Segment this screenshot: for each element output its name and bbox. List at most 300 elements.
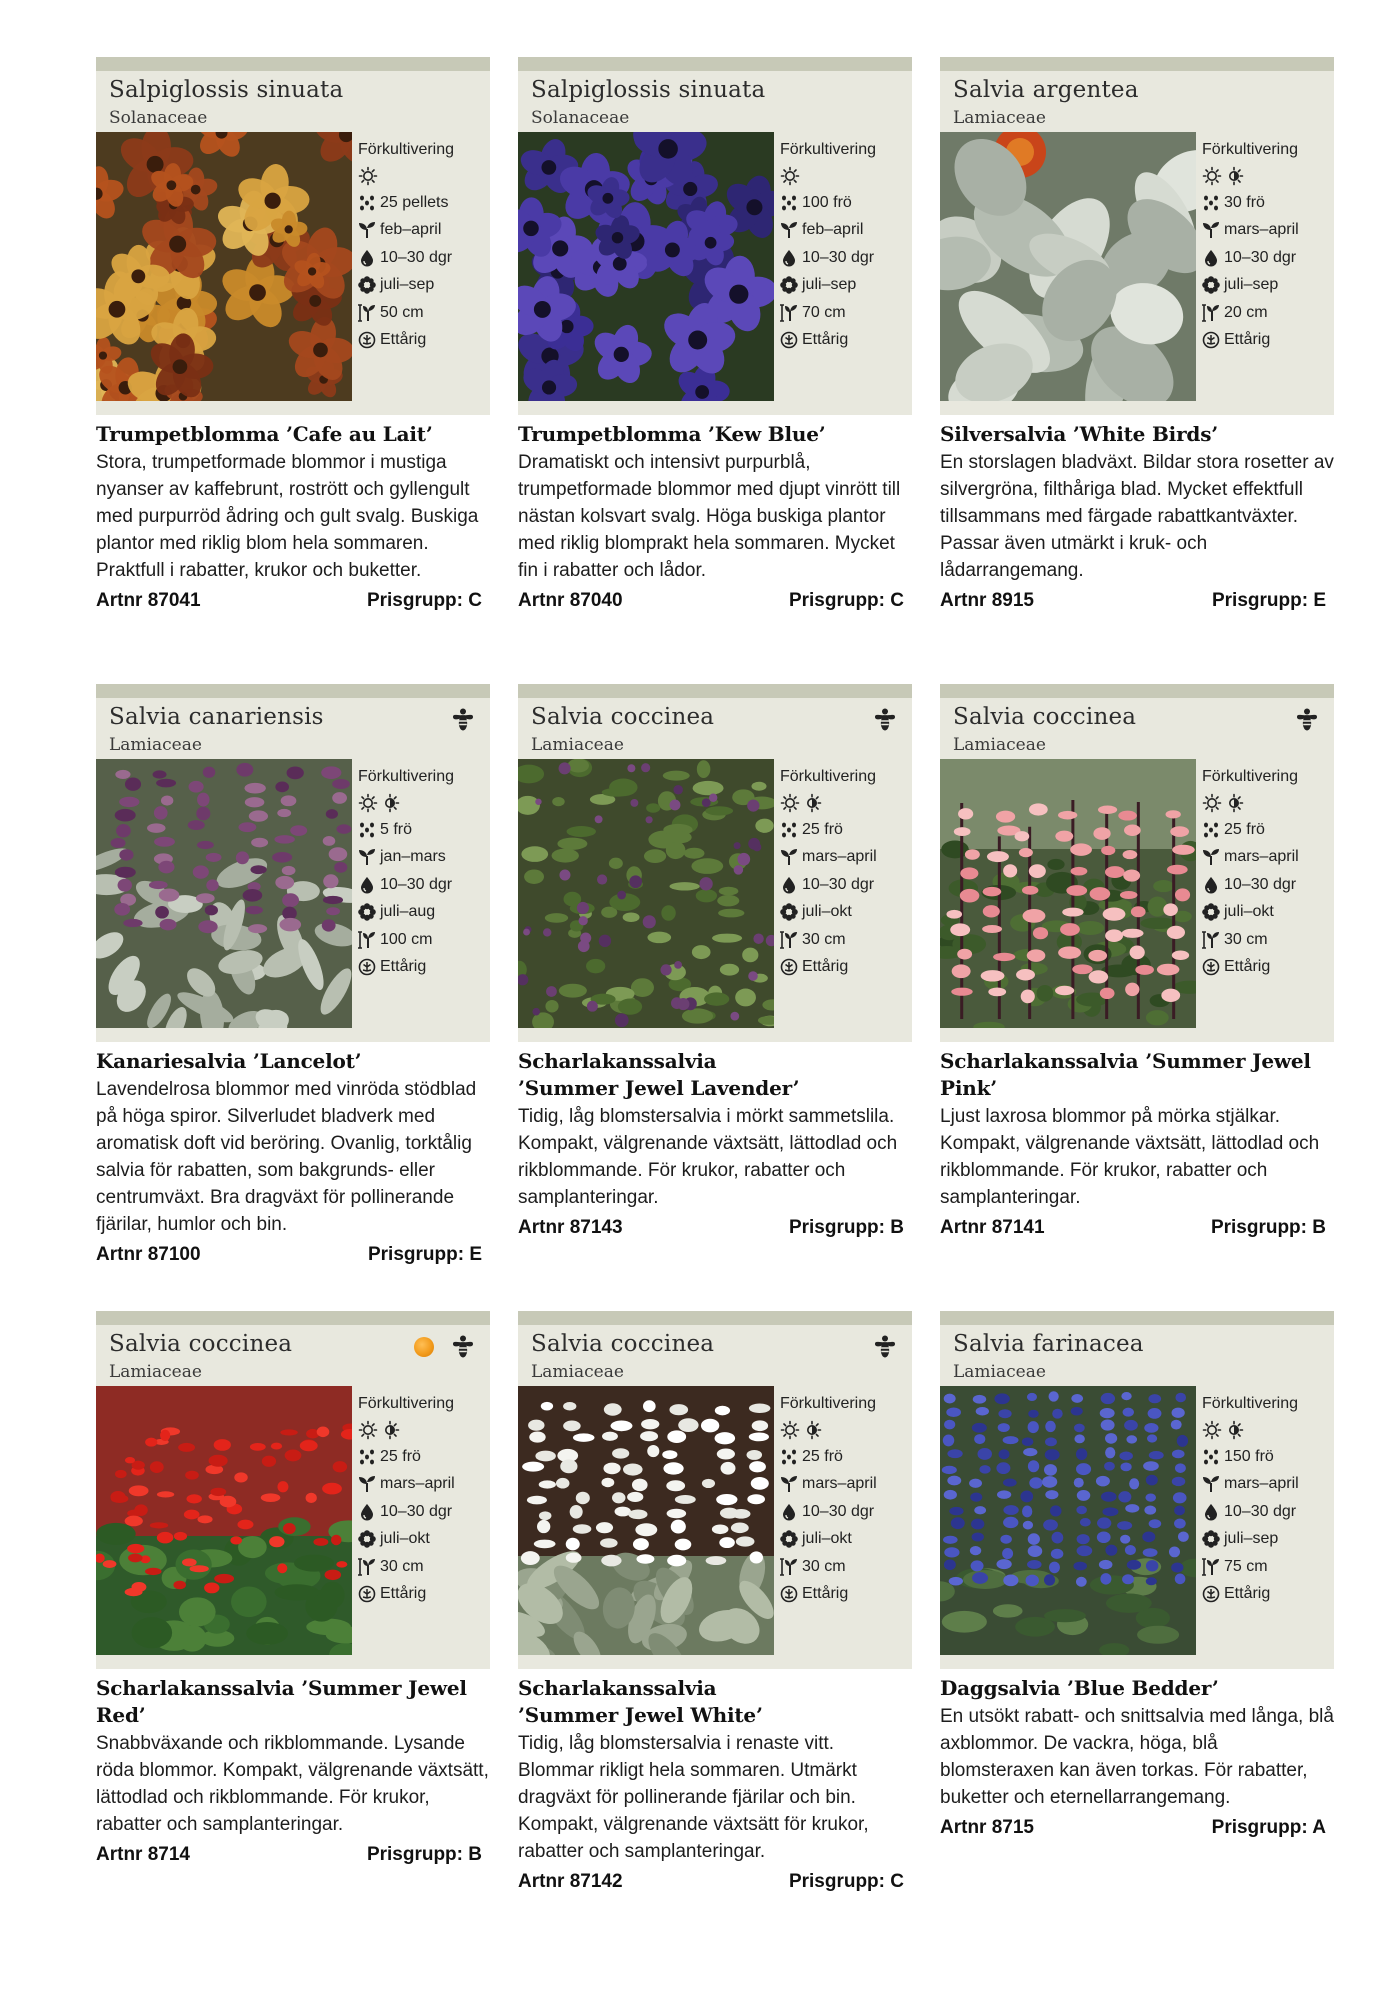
seed-count	[780, 189, 908, 217]
full-sun-icon	[1202, 166, 1222, 186]
flower-icon	[358, 902, 380, 922]
height-icon	[780, 930, 802, 950]
product-description: Stora, trumpetformade blommor i mustiga nyanser av kaffebrunt, rostrött och gyllengult med purpurröd ådring och gult svalg. Buskiga plantor med riklig blom hela sommaren. Praktfull i rabatter, krukor och buketter.	[96, 452, 479, 581]
sprout-icon	[780, 1474, 802, 1494]
product-meta	[96, 1844, 490, 1866]
price-group: Prisgrupp: E	[1211, 590, 1326, 611]
product-description: En storslagen bladväxt. Bildar stora rosetter av silvergröna, filthåriga blad. Mycket effektfull tillsammans med färgade rabattkantväxter. Passar även utmärkt i kruk- och lådarrangemang.	[940, 452, 1334, 581]
product-name	[940, 421, 1334, 448]
badge-group	[874, 708, 896, 732]
product-name	[96, 1048, 490, 1075]
life-cycle	[780, 1581, 908, 1609]
product-description: Ljust laxrosa blommor på mörka stjälkar. Kompakt, välgrenande växtsätt, lättodlad och rikblommande. För krukor, rabatter och samplanteringar.	[940, 1106, 1320, 1208]
seeds-icon	[1202, 1447, 1224, 1467]
price-group: Prisgrupp: C	[366, 590, 482, 611]
plant-family: Lamiaceae	[953, 108, 1046, 128]
product-name-line: Trumpetblomma ’Cafe au Lait’	[96, 422, 433, 446]
life-cycle-value: Ettårig	[380, 331, 427, 349]
latin-name: Salpiglossis sinuata	[531, 77, 766, 103]
price-group: Prisgrupp: C	[788, 590, 904, 611]
product-meta	[940, 1217, 1334, 1239]
germination-value: 10–30 dgr	[1224, 1502, 1297, 1520]
price-group: Prisgrupp: B	[788, 1217, 904, 1238]
seed-count-value: 100 frö	[802, 193, 852, 211]
bloom-time-value: juli–okt	[1224, 903, 1274, 921]
product-description: En utsökt rabatt- och snittsalvia med långa, blå axblommor. De vackra, höga, blå blomsteraxen kan även torkas. För rabatter, buketter och eternellarrangemang.	[940, 1706, 1334, 1808]
product-meta	[518, 1871, 912, 1893]
lifecycle-icon	[358, 1584, 380, 1604]
growing-facts	[1202, 1391, 1330, 1608]
article-number: Artnr 8714	[96, 1844, 190, 1865]
latin-name: Salvia coccinea	[531, 1331, 715, 1357]
latin-name: Salvia farinacea	[953, 1331, 1144, 1357]
product-card	[518, 1311, 912, 1893]
bloom-time-value: juli–sep	[802, 276, 857, 294]
water-drop-icon	[358, 1502, 380, 1522]
price-group: Prisgrupp: E	[367, 1244, 482, 1265]
light-requirement	[358, 790, 486, 816]
preculture-label: Förkultivering	[780, 141, 877, 158]
bloom-time	[780, 899, 908, 927]
sprout-icon	[780, 847, 802, 867]
height-icon	[358, 303, 380, 323]
product-meta	[518, 1217, 912, 1239]
bloom-time-value: juli–okt	[802, 903, 852, 921]
lifecycle-icon	[358, 957, 380, 977]
price-group: Prisgrupp: B	[1210, 1217, 1326, 1238]
life-cycle	[358, 954, 486, 982]
height-icon	[1202, 1557, 1224, 1577]
product-description: Tidig, låg blomstersalvia i renaste vitt. Blommar rikligt hela sommaren. Utmärkt dragväxt för pollinerande fjärilar och bin. Kompakt, välgrenande växtsätt för krukor, rabatter och samplanteringar.	[518, 1733, 869, 1862]
plant-photo	[518, 1386, 774, 1655]
sowing-time	[780, 844, 908, 872]
bee-pollinator-icon	[452, 1335, 474, 1359]
bloom-time	[358, 899, 486, 927]
water-drop-icon	[358, 248, 380, 268]
life-cycle	[1202, 327, 1330, 355]
seed-count	[1202, 189, 1330, 217]
seed-count	[358, 816, 486, 844]
seed-count-value: 25 frö	[802, 1447, 843, 1465]
card-header-panel	[96, 57, 490, 415]
product-meta	[518, 590, 912, 612]
card-header-panel	[940, 1311, 1334, 1669]
germination-value: 10–30 dgr	[380, 248, 453, 266]
life-cycle	[358, 1581, 486, 1609]
growing-facts	[1202, 137, 1330, 354]
badge-group	[452, 708, 474, 732]
product-name-line: Daggsalvia ’Blue Bedder’	[940, 1676, 1219, 1700]
water-drop-icon	[780, 248, 802, 268]
card-header-panel	[96, 1311, 490, 1669]
germination-time	[1202, 1498, 1330, 1526]
light-requirement	[1202, 163, 1330, 189]
preculture-label: Förkultivering	[358, 768, 455, 785]
bloom-time	[1202, 272, 1330, 300]
product-name	[96, 1675, 490, 1729]
height-icon	[358, 1557, 380, 1577]
seed-count	[1202, 816, 1330, 844]
germination-time	[1202, 871, 1330, 899]
bee-pollinator-icon	[452, 708, 474, 732]
latin-name: Salvia canariensis	[109, 704, 324, 730]
light-requirement	[780, 790, 908, 816]
sprout-icon	[1202, 847, 1224, 867]
product-card	[96, 684, 490, 1266]
card-header-panel	[940, 57, 1334, 415]
lifecycle-icon	[358, 330, 380, 350]
height-icon	[1202, 930, 1224, 950]
bloom-time-value: juli–sep	[1224, 1530, 1279, 1548]
article-number: Artnr 87100	[96, 1244, 201, 1265]
life-cycle-value: Ettårig	[802, 1585, 849, 1603]
germination-value: 10–30 dgr	[802, 875, 875, 893]
sowing-time	[780, 217, 908, 245]
seeds-icon	[780, 1447, 802, 1467]
plant-family: Solanaceae	[109, 108, 208, 128]
height-icon	[780, 303, 802, 323]
water-drop-icon	[780, 1502, 802, 1522]
height-value: 75 cm	[1224, 1557, 1268, 1575]
bloom-time-value: juli–sep	[1224, 276, 1279, 294]
product-name	[518, 1675, 912, 1729]
card-header-panel	[518, 57, 912, 415]
plant-height	[780, 1553, 908, 1581]
preculture-label: Förkultivering	[1202, 768, 1299, 785]
product-name	[940, 1048, 1334, 1102]
water-drop-icon	[1202, 875, 1224, 895]
article-number: Artnr 87141	[940, 1217, 1045, 1238]
seed-count-value: 25 frö	[1224, 820, 1265, 838]
article-number: Artnr 87143	[518, 1217, 623, 1238]
sprout-icon	[1202, 1474, 1224, 1494]
height-icon	[1202, 303, 1224, 323]
germination-value: 10–30 dgr	[1224, 875, 1297, 893]
seeds-icon	[1202, 820, 1224, 840]
life-cycle-value: Ettårig	[380, 1585, 427, 1603]
preculture-label: Förkultivering	[358, 1395, 455, 1412]
bloom-time-value: juli–okt	[802, 1530, 852, 1548]
plant-photo	[940, 132, 1196, 401]
product-meta	[940, 1817, 1334, 1839]
half-shade-icon	[1224, 166, 1244, 186]
product-card	[518, 684, 912, 1239]
plant-photo	[940, 759, 1196, 1028]
half-shade-icon	[1224, 1420, 1244, 1440]
lifecycle-icon	[780, 330, 802, 350]
seed-count	[780, 816, 908, 844]
germination-value: 10–30 dgr	[380, 875, 453, 893]
product-description: Snabbväxande och rikblommande. Lysande röda blommor. Kompakt, välgrenande växtsätt, lättodlad och rikblommande. För krukor, rabatter och samplanteringar.	[96, 1733, 489, 1835]
full-sun-icon	[780, 1420, 800, 1440]
bee-pollinator-icon	[874, 708, 896, 732]
height-value: 50 cm	[380, 303, 424, 321]
light-requirement	[358, 1417, 486, 1443]
germination-time	[1202, 244, 1330, 272]
height-value: 30 cm	[802, 1557, 846, 1575]
bloom-time-value: juli–aug	[380, 903, 436, 921]
height-value: 30 cm	[1224, 930, 1268, 948]
product-description: Lavendelrosa blommor med vinröda stödblad på höga spiror. Silverludet bladverk med aromatisk doft vid beröring. Ovanlig, torktålig salvia för rabatten, som bakgrunds- eller centrumväxt. Bra dragväxt för pollinerande fjärilar, humlor och bin.	[96, 1079, 477, 1235]
seeds-icon	[358, 193, 380, 213]
sowing-time	[1202, 844, 1330, 872]
sprout-icon	[1202, 220, 1224, 240]
sowing-time-value: mars–april	[802, 848, 877, 866]
life-cycle-value: Ettårig	[1224, 958, 1271, 976]
sowing-time-value: mars–april	[1224, 848, 1299, 866]
bloom-time	[1202, 899, 1330, 927]
life-cycle	[780, 327, 908, 355]
product-name	[940, 1675, 1334, 1702]
bloom-time	[780, 272, 908, 300]
latin-name: Salvia coccinea	[531, 704, 715, 730]
price-group: Prisgrupp: C	[788, 1871, 904, 1892]
sowing-time-value: jan–mars	[380, 848, 446, 866]
product-meta	[96, 590, 490, 612]
full-sun-icon	[780, 793, 800, 813]
price-group: Prisgrupp: B	[366, 1844, 482, 1865]
half-shade-icon	[1224, 793, 1244, 813]
plant-height	[358, 299, 486, 327]
product-name-line: Kanariesalvia ’Lancelot’	[96, 1049, 362, 1073]
badge-group	[1296, 708, 1318, 732]
germination-value: 10–30 dgr	[380, 1502, 453, 1520]
seed-count-value: 150 frö	[1224, 1447, 1274, 1465]
germination-time	[358, 871, 486, 899]
preculture-label: Förkultivering	[780, 768, 877, 785]
light-requirement	[780, 1417, 908, 1443]
product-name	[518, 1048, 912, 1102]
life-cycle-value: Ettårig	[802, 958, 849, 976]
growing-facts	[358, 764, 486, 981]
germination-time	[780, 871, 908, 899]
seeds-icon	[780, 193, 802, 213]
plant-photo	[96, 1386, 352, 1655]
full-sun-icon	[1202, 1420, 1222, 1440]
preculture-label: Förkultivering	[1202, 1395, 1299, 1412]
bloom-time	[1202, 1526, 1330, 1554]
plant-photo	[518, 132, 774, 401]
life-cycle	[1202, 954, 1330, 982]
seeds-icon	[1202, 193, 1224, 213]
plant-photo	[518, 759, 774, 1028]
product-card	[96, 1311, 490, 1866]
card-header-panel	[518, 1311, 912, 1669]
preculture-label: Förkultivering	[780, 1395, 877, 1412]
life-cycle-value: Ettårig	[802, 331, 849, 349]
product-card	[518, 57, 912, 612]
sowing-time-value: mars–april	[802, 1475, 877, 1493]
product-description: Dramatiskt och intensivt purpurblå, trumpetformade blommor med djupt vinrött till nästan kolsvart svalg. Höga buskiga plantor med riklig blomprakt hela sommaren. Mycket fin i rabatter och lådor.	[518, 452, 901, 581]
sowing-time-value: mars–april	[380, 1475, 455, 1493]
article-number: Artnr 8915	[940, 590, 1034, 611]
growing-facts	[1202, 764, 1330, 981]
bee-pollinator-icon	[874, 1335, 896, 1359]
seed-count	[780, 1443, 908, 1471]
sprout-icon	[780, 220, 802, 240]
seed-count	[358, 1443, 486, 1471]
orange-dot-icon	[414, 1337, 434, 1357]
product-name-line: Scharlakanssalvia ’Summer Jewel Pink’	[940, 1049, 1311, 1100]
life-cycle-value: Ettårig	[1224, 331, 1271, 349]
plant-photo	[96, 132, 352, 401]
half-shade-icon	[802, 1420, 822, 1440]
price-group: Prisgrupp: A	[1211, 1817, 1326, 1838]
flower-icon	[780, 275, 802, 295]
card-header-panel	[518, 684, 912, 1042]
product-card	[940, 57, 1334, 612]
full-sun-icon	[358, 1420, 378, 1440]
sowing-time	[1202, 1471, 1330, 1499]
height-icon	[780, 1557, 802, 1577]
lifecycle-icon	[1202, 1584, 1224, 1604]
plant-family: Lamiaceae	[109, 1362, 202, 1382]
preculture-label: Förkultivering	[1202, 141, 1299, 158]
full-sun-icon	[780, 166, 800, 186]
card-header-panel	[940, 684, 1334, 1042]
growing-facts	[358, 1391, 486, 1608]
plant-family: Solanaceae	[531, 108, 630, 128]
lifecycle-icon	[780, 1584, 802, 1604]
article-number: Artnr 8715	[940, 1817, 1034, 1838]
growing-facts	[780, 137, 908, 354]
plant-photo	[940, 1386, 1196, 1655]
sowing-time	[1202, 217, 1330, 245]
light-requirement	[1202, 1417, 1330, 1443]
seeds-icon	[358, 1447, 380, 1467]
water-drop-icon	[358, 875, 380, 895]
height-icon	[358, 930, 380, 950]
product-name-line: ’Summer Jewel White’	[518, 1703, 763, 1727]
growing-facts	[780, 764, 908, 981]
seed-count-value: 25 frö	[380, 1447, 421, 1465]
latin-name: Salvia coccinea	[109, 1331, 293, 1357]
plant-height	[780, 926, 908, 954]
half-shade-icon	[380, 1420, 400, 1440]
sprout-icon	[358, 847, 380, 867]
plant-family: Lamiaceae	[953, 1362, 1046, 1382]
plant-height	[1202, 926, 1330, 954]
preculture-label: Förkultivering	[358, 141, 455, 158]
sowing-time-value: feb–april	[380, 221, 442, 239]
life-cycle-value: Ettårig	[380, 958, 427, 976]
plant-family: Lamiaceae	[531, 735, 624, 755]
flower-icon	[780, 902, 802, 922]
product-name-line: Scharlakanssalvia	[518, 1049, 717, 1073]
seed-count	[358, 189, 486, 217]
germination-value: 10–30 dgr	[802, 1502, 875, 1520]
germination-time	[358, 244, 486, 272]
sprout-icon	[358, 220, 380, 240]
product-name-line: Scharlakanssalvia	[518, 1676, 717, 1700]
height-value: 100 cm	[380, 930, 433, 948]
light-requirement	[780, 163, 908, 189]
plant-height	[1202, 1553, 1330, 1581]
bloom-time-value: juli–okt	[380, 1530, 430, 1548]
seed-count	[1202, 1443, 1330, 1471]
half-shade-icon	[802, 793, 822, 813]
bee-pollinator-icon	[1296, 708, 1318, 732]
germination-time	[780, 244, 908, 272]
sowing-time-value: mars–april	[1224, 1475, 1299, 1493]
article-number: Artnr 87041	[96, 590, 201, 611]
flower-icon	[1202, 902, 1224, 922]
sowing-time	[358, 217, 486, 245]
life-cycle-value: Ettårig	[1224, 1585, 1271, 1603]
full-sun-icon	[358, 793, 378, 813]
sowing-time	[780, 1471, 908, 1499]
sowing-time-value: feb–april	[802, 221, 864, 239]
bloom-time	[780, 1526, 908, 1554]
product-name-line: Silversalvia ’White Birds’	[940, 422, 1219, 446]
lifecycle-icon	[780, 957, 802, 977]
latin-name: Salpiglossis sinuata	[109, 77, 344, 103]
growing-facts	[780, 1391, 908, 1608]
seeds-icon	[358, 820, 380, 840]
plant-height	[780, 299, 908, 327]
light-requirement	[358, 163, 486, 189]
product-name	[518, 421, 912, 448]
bloom-time	[358, 1526, 486, 1554]
product-name-line: Trumpetblomma ’Kew Blue’	[518, 422, 826, 446]
sowing-time	[358, 844, 486, 872]
plant-family: Lamiaceae	[953, 735, 1046, 755]
flower-icon	[358, 1529, 380, 1549]
seed-count-value: 30 frö	[1224, 193, 1265, 211]
sowing-time	[358, 1471, 486, 1499]
height-value: 30 cm	[802, 930, 846, 948]
flower-icon	[358, 275, 380, 295]
height-value: 30 cm	[380, 1557, 424, 1575]
plant-family: Lamiaceae	[531, 1362, 624, 1382]
life-cycle	[780, 954, 908, 982]
seed-count-value: 5 frö	[380, 820, 413, 838]
sprout-icon	[358, 1474, 380, 1494]
product-card	[940, 684, 1334, 1239]
germination-time	[780, 1498, 908, 1526]
plant-height	[358, 1553, 486, 1581]
plant-height	[1202, 299, 1330, 327]
product-name	[96, 421, 490, 448]
seed-count-value: 25 frö	[802, 820, 843, 838]
article-number: Artnr 87142	[518, 1871, 623, 1892]
water-drop-icon	[1202, 248, 1224, 268]
lifecycle-icon	[1202, 957, 1224, 977]
full-sun-icon	[1202, 793, 1222, 813]
height-value: 20 cm	[1224, 303, 1268, 321]
bloom-time-value: juli–sep	[380, 276, 435, 294]
plant-family: Lamiaceae	[109, 735, 202, 755]
water-drop-icon	[1202, 1502, 1224, 1522]
flower-icon	[1202, 1529, 1224, 1549]
article-number: Artnr 87040	[518, 590, 623, 611]
product-description: Tidig, låg blomstersalvia i mörkt sammetslila. Kompakt, välgrenande växtsätt, lättodlad och rikblommande. För krukor, rabatter och samplanteringar.	[518, 1106, 898, 1208]
product-name-line: ’Summer Jewel Lavender’	[518, 1076, 800, 1100]
bloom-time	[358, 272, 486, 300]
light-requirement	[1202, 790, 1330, 816]
product-name-line: Scharlakanssalvia ’Summer Jewel Red’	[96, 1676, 467, 1727]
flower-icon	[1202, 275, 1224, 295]
plant-photo	[96, 759, 352, 1028]
germination-value: 10–30 dgr	[802, 248, 875, 266]
life-cycle	[1202, 1581, 1330, 1609]
lifecycle-icon	[1202, 330, 1224, 350]
water-drop-icon	[780, 875, 802, 895]
height-value: 70 cm	[802, 303, 846, 321]
product-meta	[940, 590, 1334, 612]
germination-value: 10–30 dgr	[1224, 248, 1297, 266]
seeds-icon	[780, 820, 802, 840]
